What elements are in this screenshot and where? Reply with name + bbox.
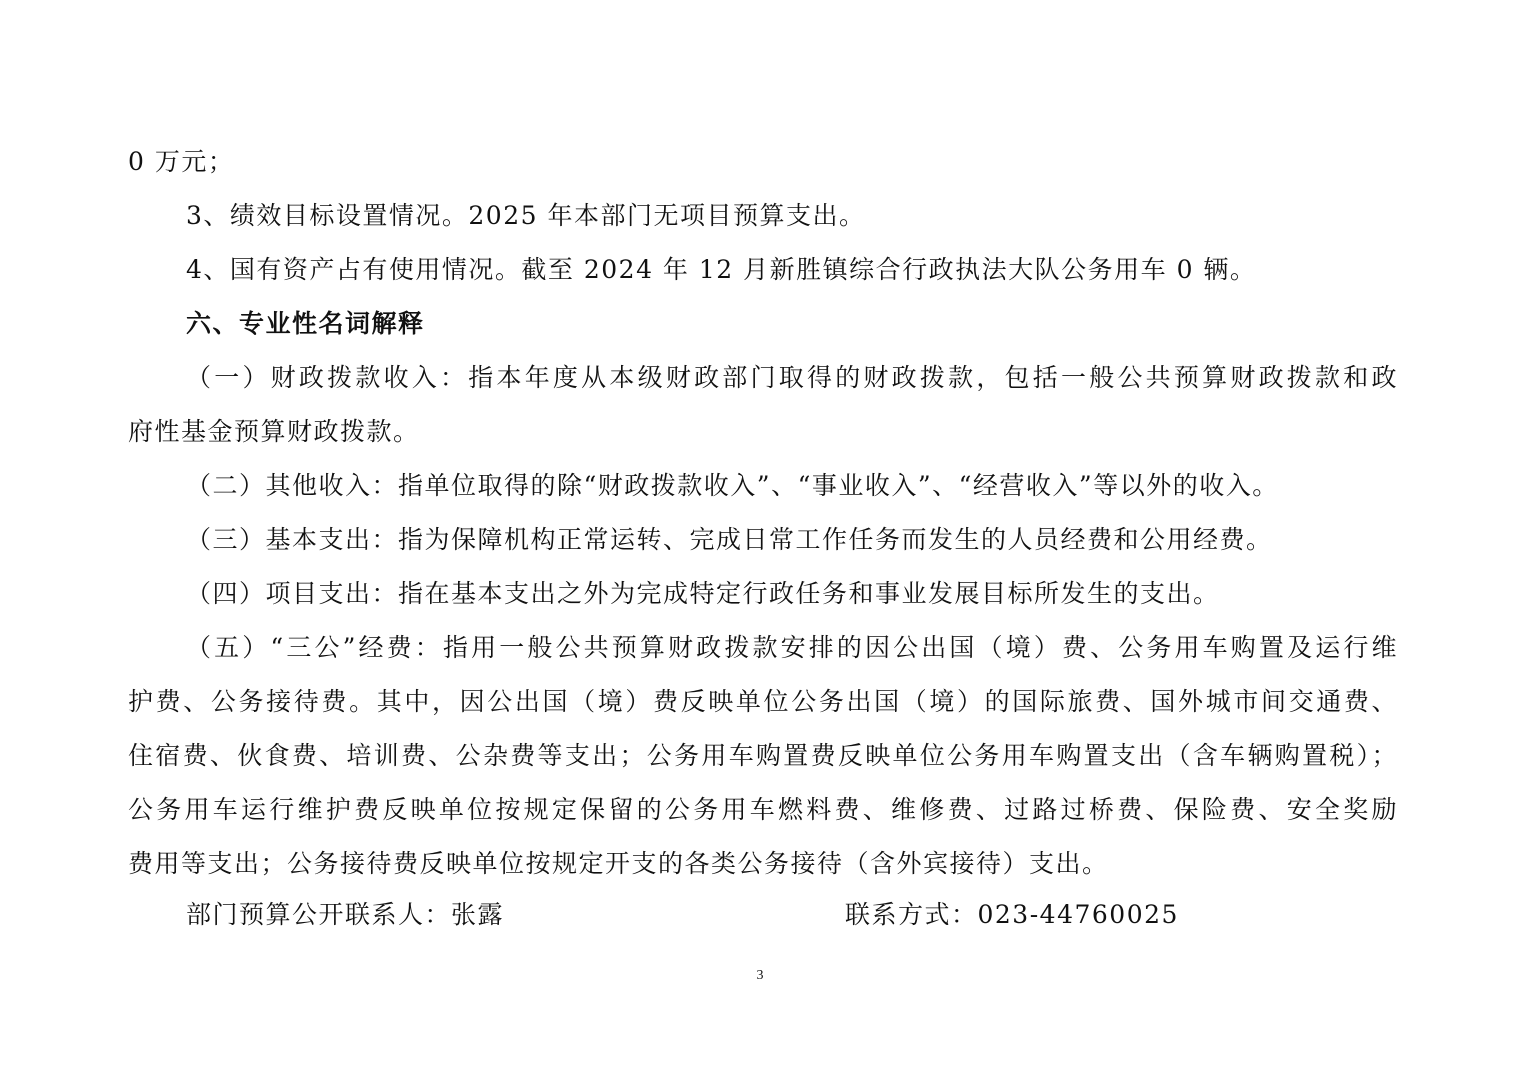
paragraph-line: 护费、公务接待费。其中，因公出国（境）费反映单位公务出国（境）的国际旅费、国外城市间交通费、 (128, 687, 1398, 716)
paragraph-line: （四）项目支出：指在基本支出之外为完成特定行政任务和事业发展目标所发生的支出。 (186, 579, 1220, 608)
paragraph-line: 4、国有资产占有使用情况。截至 2024 年 12 月新胜镇综合行政执法大队公务用车 0 辆。 (186, 255, 1257, 284)
paragraph-line: 0 万元； (128, 147, 235, 176)
contact-phone: 联系方式：023-44760025 (845, 900, 1179, 929)
paragraph-line: 费用等支出；公务接待费反映单位按规定开支的各类公务接待（含外宾接待）支出。 (128, 849, 1109, 878)
page-number: 3 (756, 968, 764, 983)
paragraph-line: （二）其他收入：指单位取得的除“财政拨款收入”、“事业收入”、“经营收入”等以外的收入。 (186, 471, 1279, 500)
section-heading: 六、专业性名词解释 (186, 309, 425, 338)
paragraph-line: （三）基本支出：指为保障机构正常运转、完成日常工作任务而发生的人员经费和公用经费。 (186, 525, 1273, 554)
paragraph-line: （一）财政拨款收入：指本年度从本级财政部门取得的财政拨款，包括一般公共预算财政拨款和政 (186, 363, 1398, 392)
paragraph-line: （五）“三公”经费：指用一般公共预算财政拨款安排的因公出国（境）费、公务用车购置及运行维 (186, 633, 1398, 662)
paragraph-line: 3、绩效目标设置情况。2025 年本部门无项目预算支出。 (186, 201, 866, 230)
paragraph-line: 公务用车运行维护费反映单位按规定保留的公务用车燃料费、维修费、过路过桥费、保险费、安全奖励 (128, 795, 1398, 824)
contact-person: 部门预算公开联系人：张露 (186, 900, 505, 929)
paragraph-line: 府性基金预算财政拨款。 (128, 417, 420, 446)
paragraph-line: 住宿费、伙食费、培训费、公杂费等支出；公务用车购置费反映单位公务用车购置支出（含车辆购置税）； (128, 741, 1398, 770)
